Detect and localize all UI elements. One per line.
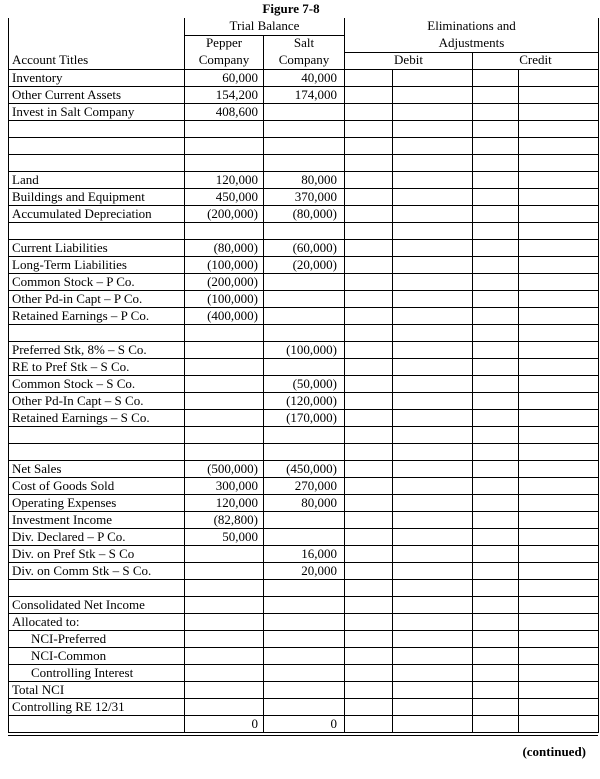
salt-amount-cell (265, 613, 337, 630)
account-title-cell: Preferred Stk, 8% – S Co. (12, 342, 147, 357)
salt-amount-cell (265, 528, 337, 545)
pepper-amount-cell: 300,000 (215, 478, 258, 493)
account-title-cell: Total NCI (12, 682, 65, 697)
account-title-cell: Retained Earnings – P Co. (12, 308, 150, 323)
account-title-cell: Other Pd-In Capt – S Co. (12, 393, 144, 408)
salt-amount-cell: 80,000 (301, 495, 337, 510)
pepper-amount-cell (186, 647, 258, 664)
salt-amount-cell: (80,000) (292, 206, 337, 221)
account-title-cell: Other Current Assets (12, 87, 122, 102)
pepper-amount-cell (186, 324, 258, 341)
salt-amount-cell (265, 103, 337, 120)
debit-amount-divider (392, 69, 393, 733)
account-title-cell: Common Stock – P Co. (12, 274, 135, 289)
salt-amount-cell: 0 (330, 716, 337, 731)
salt-amount-cell: 80,000 (301, 172, 337, 187)
account-title-cell: Long-Term Liabilities (12, 257, 127, 272)
salt-amount-cell (265, 681, 337, 698)
pepper-amount-cell: (200,000) (207, 206, 258, 221)
pepper-amount-cell: 120,000 (215, 495, 258, 510)
pepper-amount-cell (186, 630, 258, 647)
account-title-cell: Common Stock – S Co. (12, 376, 136, 391)
account-title-cell: Operating Expenses (12, 495, 117, 510)
account-titles-header: Account Titles (12, 52, 89, 67)
pepper-amount-cell: (400,000) (207, 308, 258, 323)
salt-amount-cell (265, 596, 337, 613)
pepper-amount-cell (186, 613, 258, 630)
account-title-cell: Invest in Salt Company (12, 104, 135, 119)
continued-note: (continued) (522, 744, 586, 759)
salt-amount-cell: 16,000 (301, 546, 337, 561)
salt-amount-cell (265, 511, 337, 528)
pepper-amount-cell (186, 409, 258, 426)
salt-amount-cell (265, 443, 337, 460)
account-title-cell: Allocated to: (12, 614, 80, 629)
table-right-border (598, 18, 599, 733)
pepper-amount-cell: (80,000) (213, 240, 258, 255)
account-title-cell: Consolidated Net Income (12, 597, 145, 612)
pepper-amount-cell (186, 664, 258, 681)
account-title-cell: Accumulated Depreciation (12, 206, 152, 221)
pepper-amount-cell: (82,800) (213, 512, 258, 527)
account-title-cell (12, 324, 182, 341)
account-title-cell: Current Liabilities (12, 240, 108, 255)
pepper-amount-cell (186, 562, 258, 579)
pepper-amount-cell: (100,000) (207, 291, 258, 306)
salt-amount-cell: (120,000) (286, 393, 337, 408)
account-title-cell (12, 137, 182, 154)
pepper-amount-cell (186, 341, 258, 358)
pepper-amount-cell: (200,000) (207, 274, 258, 289)
pepper-amount-cell (186, 681, 258, 698)
pepper-amount-cell (186, 358, 258, 375)
pepper-amount-cell: 60,000 (222, 70, 258, 85)
salt-amount-cell (265, 120, 337, 137)
account-title-cell (12, 426, 182, 443)
salt-amount-cell (265, 307, 337, 324)
pepper-amount-cell: 408,600 (215, 104, 258, 119)
debit-header: Debit (394, 52, 423, 67)
account-title-cell: Controlling Interest (31, 665, 134, 680)
account-title-cell: Land (12, 172, 39, 187)
pepper-amount-cell: 120,000 (215, 172, 258, 187)
salt-amount-cell (265, 698, 337, 715)
pepper-amount-cell (186, 426, 258, 443)
account-title-cell (12, 222, 182, 239)
salt-amount-cell: (60,000) (292, 240, 337, 255)
pepper-amount-cell (186, 392, 258, 409)
account-title-cell: NCI-Common (31, 648, 107, 663)
salt-amount-cell: (170,000) (286, 410, 337, 425)
pepper-amount-cell: 154,200 (215, 87, 258, 102)
salt-header-line1: Salt (293, 35, 315, 50)
pepper-header-line1: Pepper (205, 35, 243, 50)
account-title-cell: Div. on Pref Stk – S Co (12, 546, 135, 561)
table-double-rule (8, 735, 598, 736)
salt-amount-cell (265, 630, 337, 647)
account-title-cell (12, 715, 182, 732)
credit-header: Credit (519, 52, 552, 67)
salt-amount-cell: (50,000) (292, 376, 337, 391)
pepper-amount-cell (186, 545, 258, 562)
salt-amount-cell (265, 647, 337, 664)
salt-amount-cell: (100,000) (286, 342, 337, 357)
pepper-amount-cell: 450,000 (215, 189, 258, 204)
salt-amount-cell (265, 664, 337, 681)
salt-amount-cell: 40,000 (301, 70, 337, 85)
pepper-amount-cell (186, 137, 258, 154)
salt-amount-cell (265, 137, 337, 154)
salt-amount-cell (265, 222, 337, 239)
account-title-cell: Div. on Comm Stk – S Co. (12, 563, 152, 578)
salt-amount-cell: 270,000 (294, 478, 337, 493)
pepper-header-line2: Company (198, 52, 250, 67)
pepper-amount-cell (186, 120, 258, 137)
pepper-amount-cell: (100,000) (207, 257, 258, 272)
trial-balance-header-rule (184, 35, 344, 36)
pepper-amount-cell (186, 698, 258, 715)
credit-amount-divider (518, 69, 519, 733)
salt-amount-cell: (450,000) (286, 461, 337, 476)
account-title-cell: Investment Income (12, 512, 112, 527)
account-title-cell (12, 120, 182, 137)
salt-amount-cell: 20,000 (301, 563, 337, 578)
figure-title: Figure 7-8 (262, 1, 320, 16)
salt-header-line2: Company (278, 52, 330, 67)
row-rule (8, 732, 598, 733)
trial-balance-header: Trial Balance (229, 18, 300, 33)
pepper-amount-cell (186, 375, 258, 392)
pepper-amount-cell: 0 (251, 716, 258, 731)
salt-amount-cell (265, 324, 337, 341)
pepper-amount-cell (186, 579, 258, 596)
eliminations-header-rule (344, 52, 598, 53)
salt-amount-cell: (20,000) (292, 257, 337, 272)
account-title-cell (12, 443, 182, 460)
account-title-cell: RE to Pref Stk – S Co. (12, 359, 130, 374)
account-title-cell (12, 154, 182, 171)
pepper-amount-cell (186, 154, 258, 171)
eliminations-header-line1: Eliminations and (427, 18, 516, 33)
account-title-cell (12, 579, 182, 596)
pepper-amount-cell (186, 443, 258, 460)
account-title-cell: Cost of Goods Sold (12, 478, 115, 493)
salt-amount-cell (265, 358, 337, 375)
pepper-amount-cell: (500,000) (207, 461, 258, 476)
salt-amount-cell (265, 154, 337, 171)
pepper-amount-cell (186, 596, 258, 613)
salt-amount-cell: 370,000 (294, 189, 337, 204)
eliminations-header-line2: Adjustments (438, 35, 505, 50)
salt-amount-cell (265, 290, 337, 307)
pepper-amount-cell: 50,000 (222, 529, 258, 544)
account-title-cell: Inventory (12, 70, 63, 85)
pepper-column-divider (263, 35, 264, 733)
pepper-amount-cell (186, 222, 258, 239)
salt-amount-cell (265, 426, 337, 443)
account-title-cell: Other Pd-in Capt – P Co. (12, 291, 143, 306)
account-title-cell: Retained Earnings – S Co. (12, 410, 150, 425)
account-title-cell: Net Sales (12, 461, 62, 476)
account-title-cell: NCI-Preferred (31, 631, 107, 646)
salt-amount-cell: 174,000 (294, 87, 337, 102)
account-title-cell: Buildings and Equipment (12, 189, 145, 204)
account-title-cell: Div. Declared – P Co. (12, 529, 126, 544)
account-title-cell: Controlling RE 12/31 (12, 699, 125, 714)
salt-amount-cell (265, 579, 337, 596)
salt-amount-cell (265, 273, 337, 290)
